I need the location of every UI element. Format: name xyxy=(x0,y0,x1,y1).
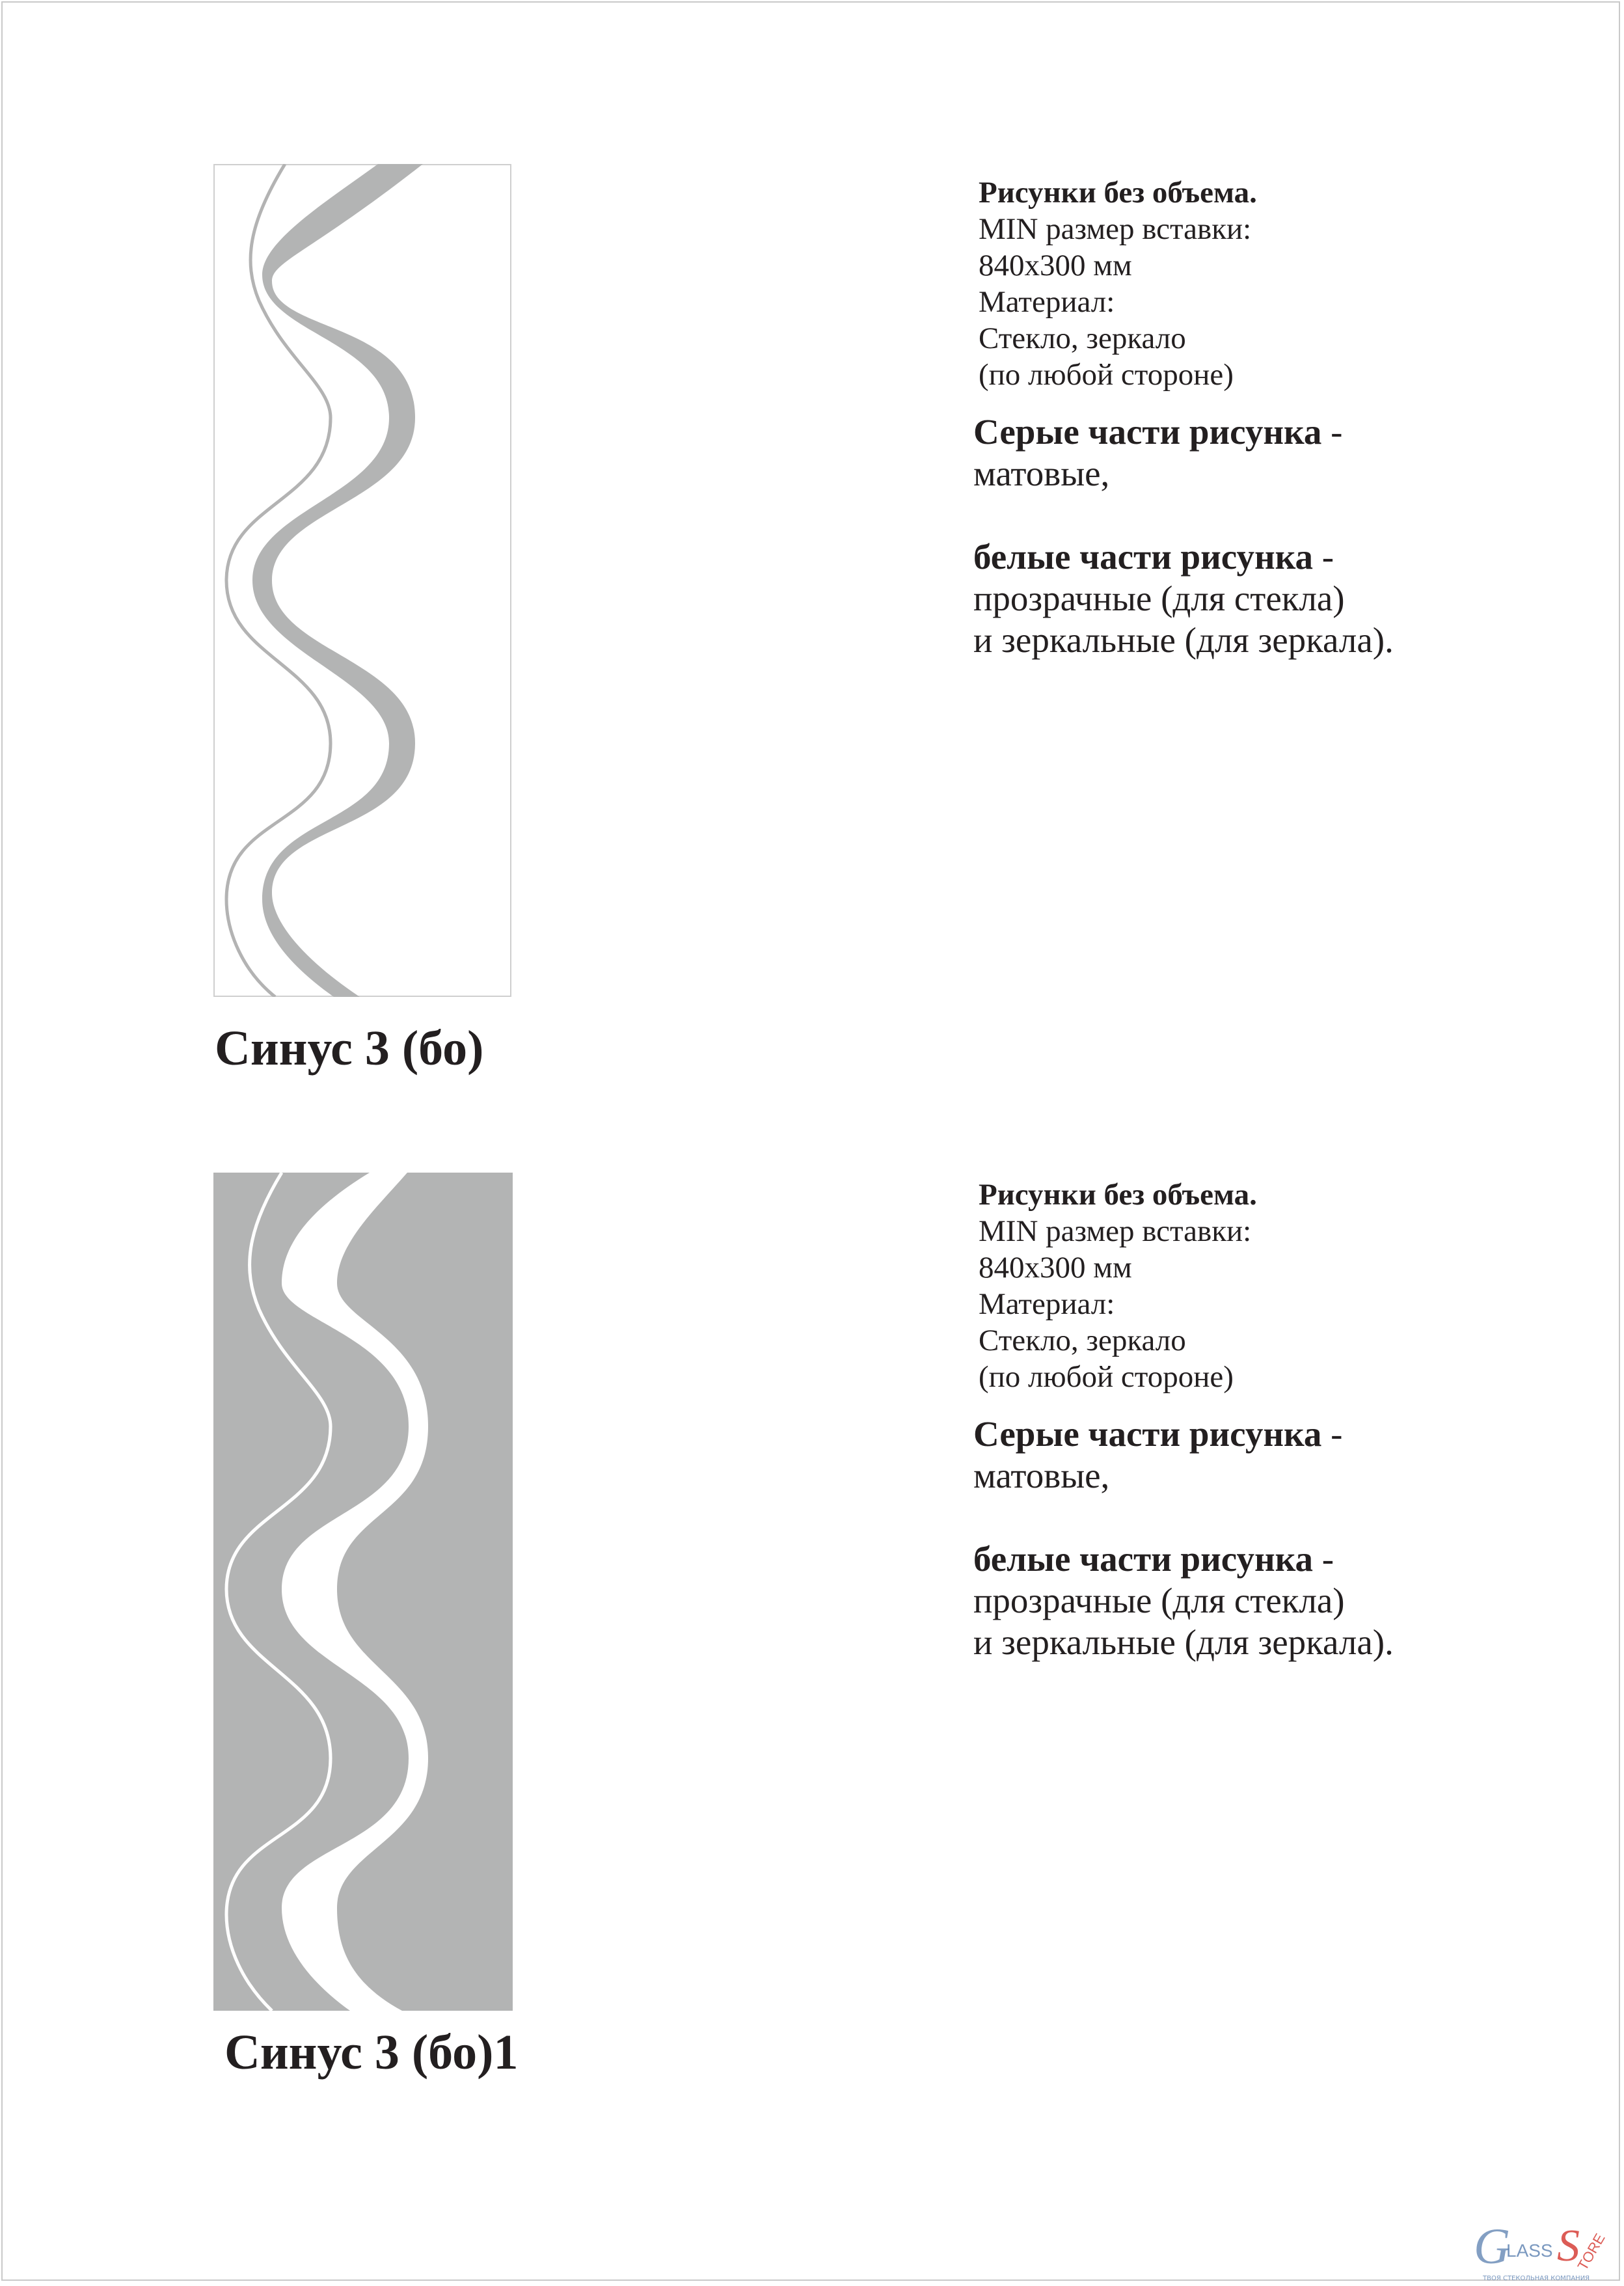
white-parts-desc-1: прозрачные (для стекла) xyxy=(973,1581,1345,1620)
min-size-label: MIN размер вставки: xyxy=(979,212,1252,246)
sine-wave-artwork xyxy=(213,1173,513,2011)
material-note: (по любой стороне) xyxy=(979,1360,1234,1394)
info-heading: Рисунки без объема. xyxy=(979,176,1257,210)
svg-text:S: S xyxy=(1557,2223,1580,2271)
white-parts-desc-1: прозрачные (для стекла) xyxy=(973,578,1345,618)
gray-parts-desc: матовые, xyxy=(973,454,1110,493)
min-size-value: 840х300 мм xyxy=(979,1251,1132,1285)
material-label: Материал: xyxy=(979,285,1115,319)
design-info-block xyxy=(973,1177,1394,1663)
material-value: Стекло, зеркало xyxy=(979,321,1186,355)
svg-text:ТВОЯ СТЕКОЛЬНАЯ КОМПАНИЯ: ТВОЯ СТЕКОЛЬНАЯ КОМПАНИЯ xyxy=(1483,2275,1590,2282)
sine-wave-artwork xyxy=(213,164,511,997)
info-heading: Рисунки без объема. xyxy=(979,1178,1257,1212)
svg-text:TORE: TORE xyxy=(1574,2231,1608,2274)
design-panel-sinus-3 xyxy=(213,164,511,997)
svg-text:LASS: LASS xyxy=(1506,2240,1553,2261)
design-caption: Синус 3 (бо)1 xyxy=(224,2025,519,2080)
gray-parts-line: Серые части рисунка - xyxy=(973,412,1343,452)
glass-store-logo-icon xyxy=(1474,2223,1618,2283)
design-info-block xyxy=(973,174,1394,661)
white-parts-desc-2: и зеркальные (для зеркала). xyxy=(973,1622,1394,1662)
white-parts-line: белые части рисунка - xyxy=(973,1539,1334,1579)
svg-text:G: G xyxy=(1474,2223,1511,2274)
material-value: Стекло, зеркало xyxy=(979,1324,1186,1357)
material-label: Материал: xyxy=(979,1287,1115,1321)
min-size-label: MIN размер вставки: xyxy=(979,1214,1252,1248)
min-size-value: 840х300 мм xyxy=(979,249,1132,282)
panel-matte-background xyxy=(213,1173,513,2011)
design-panel-sinus-3-1 xyxy=(213,1173,513,2011)
gray-parts-desc: матовые, xyxy=(973,1456,1110,1495)
glass-store-logo xyxy=(1474,2223,1618,2283)
design-caption: Синус 3 (бо) xyxy=(215,1021,484,1076)
white-parts-desc-2: и зеркальные (для зеркала). xyxy=(973,620,1394,660)
material-note: (по любой стороне) xyxy=(979,358,1234,392)
white-parts-line: белые части рисунка - xyxy=(973,537,1334,577)
gray-parts-line: Серые части рисунка - xyxy=(973,1414,1343,1454)
